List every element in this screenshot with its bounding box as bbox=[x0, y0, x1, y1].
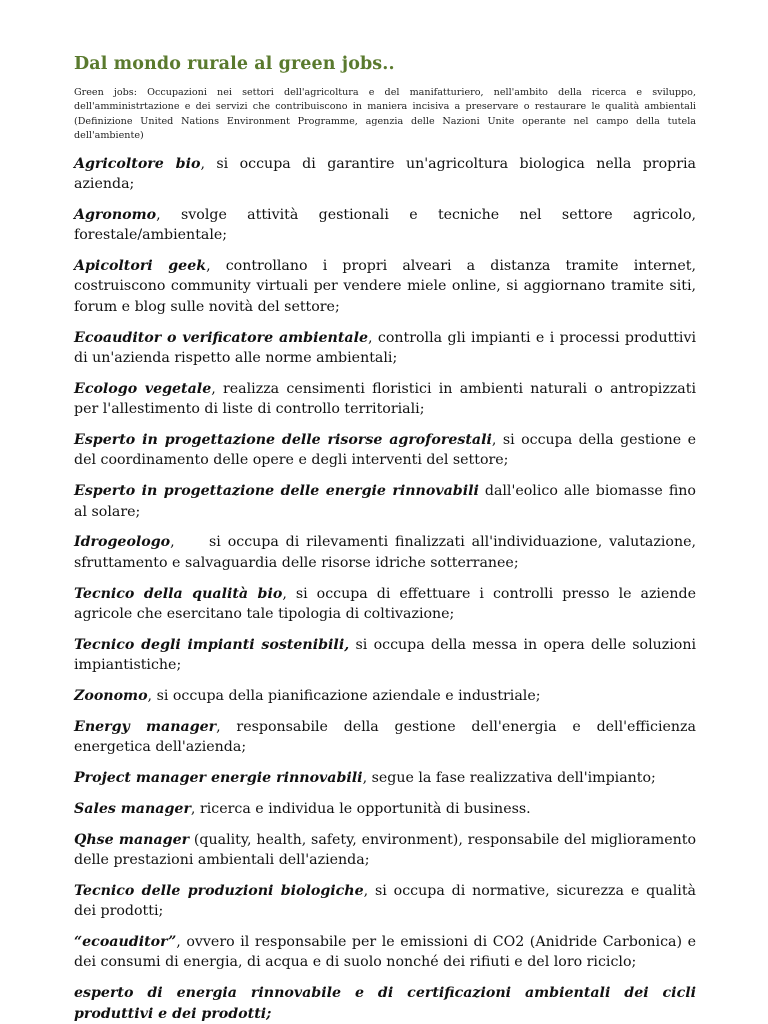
job-term: Zoonomo bbox=[74, 688, 148, 705]
job-term: Energy manager bbox=[74, 718, 217, 735]
job-list bbox=[74, 154, 701, 1024]
job-desc: , responsabile della gestione dell'energia e dell'efficienza energetica dell'azienda; bbox=[74, 718, 696, 756]
job-term: “ecoauditor” bbox=[74, 934, 177, 951]
job-desc: , segue la fase realizzativa dell'impianto; bbox=[362, 770, 656, 787]
job-desc: , si occupa della pianificazione aziendale e industriale; bbox=[147, 688, 541, 705]
job-term: Agricoltore bio bbox=[74, 155, 201, 172]
job-desc: , si occupa di normative, sicurezza e qualità dei prodotti; bbox=[74, 882, 696, 920]
job-desc: , realizza censimenti floristici in ambienti naturali o antropizzati per l'allestimento di liste di controllo territoriali; bbox=[74, 380, 696, 418]
job-term: Tecnico delle produzioni biologiche bbox=[74, 882, 364, 899]
job-term: Ecologo vegetale bbox=[74, 380, 212, 397]
job-entry-sales-manager bbox=[74, 799, 696, 819]
job-entry-idrogeologo bbox=[74, 532, 701, 573]
job-desc: si occupa della messa in opera delle soluzioni impiantistiche; bbox=[74, 636, 696, 674]
job-entry-tecnico-produzioni-biologiche bbox=[74, 881, 696, 922]
job-desc: dall'eolico alle biomasse fino al solare; bbox=[74, 483, 696, 520]
job-entry-ecologo-vegetale bbox=[74, 379, 696, 420]
job-term: Qhse manager bbox=[74, 831, 190, 848]
job-desc: , si occupa della gestione e del coordinamento delle opere e degli interventi del settore; bbox=[74, 432, 696, 469]
job-entry-zoonomo bbox=[74, 686, 696, 706]
job-entry-esperto-agroforestali bbox=[74, 430, 696, 471]
job-desc: , controllano i propri alveari a distanza tramite internet, costruiscono community virtuali per vendere miele online, si aggiornano tramite siti, forum e blog sulle novità del settore; bbox=[74, 258, 696, 315]
job-desc: , svolge attività gestionali e tecniche nel settore agricolo, forestale/ambientale; bbox=[74, 206, 696, 244]
job-entry-agronomo bbox=[74, 205, 696, 246]
job-entry-apicoltori-geek bbox=[74, 256, 696, 317]
job-term: Esperto in progettazione delle risorse agroforestali bbox=[74, 432, 492, 449]
job-entry-agricoltore-bio bbox=[74, 154, 696, 195]
job-term: Apicoltori geek bbox=[74, 258, 207, 275]
page-title: Dal mondo rurale al green jobs.. bbox=[74, 54, 395, 74]
job-entry-esperto-certificazioni: esperto di energia rinnovabile e di certificazioni ambientali dei cicli produttivi e dei prodotti; bbox=[74, 985, 696, 1022]
job-entry-project-manager bbox=[74, 768, 696, 788]
job-entry-energy-manager bbox=[74, 717, 696, 758]
job-entry-tecnico-qualita-bio bbox=[74, 584, 696, 625]
job-entry-ecoauditor-verificatore bbox=[74, 328, 696, 369]
job-desc: , ovvero il responsabile per le emissioni di CO2 (Anidride Carbonica) e dei consumi di energia, di acqua e di suolo nonché dei rifiuti e del loro riciclo; bbox=[74, 934, 696, 971]
job-entry-esperto-energie-rinnovabili bbox=[74, 481, 696, 522]
job-desc: , controlla gli impianti e i processi produttivi di un'azienda rispetto alle norme ambientali; bbox=[74, 329, 696, 367]
job-entry-tecnico-impianti-sostenibili bbox=[74, 635, 696, 676]
job-term: Sales manager bbox=[74, 800, 191, 817]
job-term: Tecnico della qualità bio bbox=[74, 585, 283, 602]
job-desc: (quality, health, safety, environment), responsabile del miglioramento delle prestazioni ambientali dell'azienda; bbox=[74, 831, 696, 869]
job-term: Esperto in progettazione delle energie rinnovabili bbox=[74, 483, 479, 500]
job-desc: , ricerca e individua le opportunità di business. bbox=[190, 800, 531, 817]
intro-paragraph: Green jobs: Occupazioni nei settori dell'agricoltura e del manifatturiero, nell'ambito della ricerca e sviluppo, dell'amministrtazione e dei servizi che contribuiscono in maniera incisiva a preservare o restaurare le qualità ambientali (Definizione United Nations Environment Programme, agenzia delle Nazioni Unite operante nel campo della tutela dell'ambiente) bbox=[74, 87, 696, 142]
job-desc: , si occupa di effettuare i controlli presso le aziende agricole che esercitano tale tipologia di coltivazione; bbox=[74, 585, 696, 623]
job-entry-ecoauditor bbox=[74, 932, 696, 973]
job-desc: , si occupa di rilevamenti finalizzati all'individuazione, valutazione, sfruttamento e salvaguardia delle risorse idriche sotterranee; bbox=[74, 534, 701, 571]
job-term: Ecoauditor o verificatore ambientale bbox=[74, 329, 368, 346]
job-term: Agronomo bbox=[74, 206, 157, 223]
job-term: Project manager energie rinnovabili bbox=[74, 770, 363, 787]
job-entry-qhse-manager bbox=[74, 830, 696, 871]
job-term: Tecnico degli impianti sostenibili, bbox=[74, 636, 350, 653]
job-desc: , si occupa di garantire un'agricoltura biologica nella propria azienda; bbox=[74, 155, 696, 193]
job-term: Idrogeologo bbox=[74, 534, 171, 551]
